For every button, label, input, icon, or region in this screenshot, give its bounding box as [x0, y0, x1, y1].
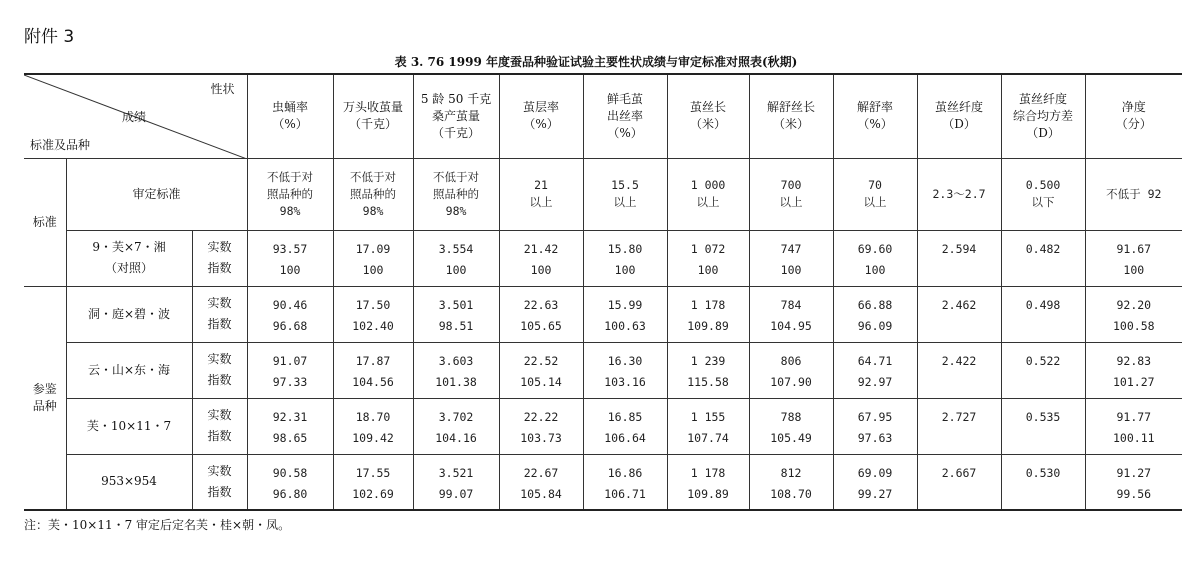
column-header-line: 茧丝长 [690, 100, 727, 115]
index-value: 102.69 [352, 486, 394, 501]
actual-value: 90.58 [272, 465, 308, 480]
variety-name: 953×954 [66, 454, 192, 510]
standard-cell-line: 不低于对 [350, 169, 397, 184]
standard-cell-line: 以上 [613, 195, 637, 209]
column-header-line: 茧丝纤度 [1019, 91, 1068, 106]
index-value: 103.73 [520, 430, 562, 445]
data-cell [833, 342, 917, 398]
actual-value: 92.20 [1116, 297, 1152, 312]
actual-value: 21.42 [523, 241, 559, 256]
index-value: 104.16 [435, 430, 477, 445]
index-label: 指数 [207, 261, 232, 275]
actual-value: 17.55 [355, 465, 391, 480]
data-cell [1085, 398, 1182, 454]
standard-cell-line: 98% [445, 203, 467, 218]
data-cell [499, 398, 583, 454]
actual-value: 3.702 [438, 409, 474, 424]
actual-value: 2.422 [941, 353, 977, 368]
value-type-label [192, 286, 247, 342]
data-cell [333, 230, 413, 286]
index-value: 99.56 [1116, 486, 1152, 501]
index-value: 100.11 [1113, 430, 1155, 445]
data-cell [917, 398, 1001, 454]
column-header [499, 74, 583, 158]
column-header-line: 5 龄 50 千克 [420, 91, 492, 106]
column-header [247, 74, 333, 158]
actual-value: 784 [780, 297, 802, 312]
actual-value: 93.57 [272, 241, 308, 256]
actual-value: 22.63 [523, 297, 559, 312]
actual-value: 91.77 [1116, 409, 1152, 424]
column-header-line: （%） [857, 117, 893, 132]
actual-value: 0.530 [1025, 465, 1061, 480]
actual-value: 3.501 [438, 297, 474, 312]
column-header-line: （千克） [432, 125, 481, 140]
data-cell [917, 342, 1001, 398]
variety-name: 9・芙×7・湘 [92, 240, 166, 254]
actual-value: 0.522 [1025, 353, 1061, 368]
standard-cell-line: 不低于对 [267, 169, 314, 184]
column-header-line: 出丝率 [607, 108, 644, 123]
column-header-line: 万头收茧量 [343, 100, 404, 115]
actual-value: 16.30 [607, 353, 643, 368]
actual-value: 0.498 [1025, 297, 1061, 312]
index-value: 100 [614, 262, 636, 277]
column-header-line: 茧丝纤度 [935, 100, 984, 115]
actual-value: 1 239 [690, 353, 726, 368]
column-header-line: 桑产茧量 [432, 108, 481, 123]
value-type-label [192, 230, 247, 286]
data-cell [749, 342, 833, 398]
column-header [583, 74, 667, 158]
index-value: 96.09 [857, 318, 893, 333]
data-cell [1001, 286, 1085, 342]
data-cell [413, 454, 499, 510]
data-cell [583, 454, 667, 510]
corner-header [24, 74, 247, 158]
data-cell [917, 230, 1001, 286]
standard-cell-line: 1 000 [690, 178, 726, 192]
variety-name: 云・山×东・海 [66, 342, 192, 398]
standard-cell [499, 158, 583, 230]
data-cell [499, 342, 583, 398]
column-header-line: （%） [607, 125, 643, 140]
actual-value: 2.727 [941, 409, 977, 424]
standard-cell [749, 158, 833, 230]
corner-middle-label: 成绩 [122, 110, 147, 124]
index-value: 105.84 [520, 486, 562, 501]
actual-value: 22.67 [523, 465, 559, 480]
column-header [1001, 74, 1085, 158]
control-tag: （对照） [104, 261, 153, 275]
comparison-table [24, 73, 1182, 511]
index-value: 103.16 [604, 374, 646, 389]
actual-value: 15.99 [607, 297, 643, 312]
standard-cell-line: 98% [362, 203, 384, 218]
actual-value: 1 072 [690, 241, 726, 256]
data-cell [917, 286, 1001, 342]
actual-value: 806 [780, 353, 802, 368]
index-value: 108.70 [770, 486, 812, 501]
index-label: 指数 [207, 373, 232, 387]
actual-value: 67.95 [857, 409, 893, 424]
data-cell [1085, 230, 1182, 286]
index-value: 100 [697, 262, 719, 277]
actual-value: 16.85 [607, 409, 643, 424]
standard-cell-line: 不低于对 [433, 169, 480, 184]
data-cell [499, 230, 583, 286]
index-value: 106.71 [604, 486, 646, 501]
data-cell [499, 286, 583, 342]
index-value: 102.40 [352, 318, 394, 333]
data-cell [833, 454, 917, 510]
standard-cell-line: 15.5 [611, 178, 639, 192]
actual-value: 3.554 [438, 241, 474, 256]
data-cell [583, 398, 667, 454]
standard-cell-line: 以上 [863, 195, 887, 209]
corner-bottom-label: 标准及品种 [30, 137, 91, 152]
standard-cell-line: 不低于 92 [1106, 186, 1162, 201]
index-value: 100 [362, 262, 384, 277]
standard-cell-line: 照品种的 [350, 186, 397, 201]
data-cell [333, 454, 413, 510]
actual-value: 0.535 [1025, 409, 1061, 424]
data-cell [833, 286, 917, 342]
data-cell [583, 286, 667, 342]
actual-value: 69.09 [857, 465, 893, 480]
data-cell [749, 454, 833, 510]
data-cell [917, 454, 1001, 510]
actual-value: 69.60 [857, 241, 893, 256]
column-header-line: （分） [1115, 117, 1152, 132]
data-cell [667, 454, 749, 510]
index-value: 101.38 [435, 374, 477, 389]
index-value: 96.80 [272, 486, 308, 501]
standard-cell-line: 98% [279, 203, 301, 218]
group-reference-label [24, 286, 66, 510]
index-value: 99.07 [438, 486, 474, 501]
actual-value: 2.462 [941, 297, 977, 312]
data-cell [333, 342, 413, 398]
data-cell [749, 398, 833, 454]
index-label: 指数 [207, 317, 232, 331]
value-type-label [192, 454, 247, 510]
index-value: 97.63 [857, 430, 893, 445]
column-header-line: 综合均方差 [1013, 108, 1074, 123]
variety-name: 洞・庭×碧・波 [66, 286, 192, 342]
actual-value: 90.46 [272, 297, 308, 312]
column-header-line: 解舒丝长 [767, 100, 816, 115]
standard-cell-line: 70 [868, 178, 882, 192]
actual-value: 1 155 [690, 409, 726, 424]
data-cell [1001, 398, 1085, 454]
index-value: 105.49 [770, 430, 812, 445]
standard-cell-line: 700 [780, 178, 802, 192]
data-cell [413, 398, 499, 454]
column-header-line: 茧层率 [523, 100, 560, 115]
actual-label: 实数 [207, 296, 232, 310]
corner-top-label: 性状 [210, 82, 235, 96]
index-value: 100 [445, 262, 467, 277]
index-value: 100 [279, 262, 301, 277]
standard-cell-line: 照品种的 [267, 186, 314, 201]
index-value: 107.74 [687, 430, 729, 445]
actual-value: 812 [780, 465, 802, 480]
index-value: 106.64 [604, 430, 646, 445]
standard-cell [1085, 158, 1182, 230]
column-header [413, 74, 499, 158]
data-cell [833, 230, 917, 286]
standard-cell [333, 158, 413, 230]
actual-value: 15.80 [607, 241, 643, 256]
actual-value: 0.482 [1025, 241, 1061, 256]
index-value: 100.58 [1113, 318, 1155, 333]
standard-cell [833, 158, 917, 230]
data-cell [667, 342, 749, 398]
index-value: 100 [780, 262, 802, 277]
actual-value: 2.667 [941, 465, 977, 480]
actual-value: 22.22 [523, 409, 559, 424]
standard-cell-line: 以下 [1031, 195, 1055, 209]
index-value: 98.65 [272, 430, 308, 445]
value-type-label [192, 342, 247, 398]
column-header-line: 鲜毛茧 [607, 91, 644, 106]
index-label: 指数 [207, 429, 232, 443]
standard-cell [667, 158, 749, 230]
column-header-line: （D） [942, 117, 976, 132]
standard-cell-line: 0.500 [1025, 178, 1061, 192]
column-header-line: （%） [272, 117, 308, 132]
actual-label: 实数 [207, 408, 232, 422]
index-value: 101.27 [1113, 374, 1155, 389]
index-value: 105.14 [520, 374, 562, 389]
index-value: 104.56 [352, 374, 394, 389]
column-header [1085, 74, 1182, 158]
index-value: 96.68 [272, 318, 308, 333]
data-cell [333, 398, 413, 454]
data-cell [1085, 342, 1182, 398]
data-cell [247, 230, 333, 286]
group-reference-text: 参鉴品种 [32, 381, 57, 413]
column-header-line: （%） [523, 117, 559, 132]
data-cell [247, 286, 333, 342]
data-cell [1001, 230, 1085, 286]
data-cell [749, 230, 833, 286]
data-cell [333, 286, 413, 342]
actual-value: 16.86 [607, 465, 643, 480]
standard-cell [917, 158, 1001, 230]
index-value: 115.58 [687, 374, 729, 389]
data-cell [749, 286, 833, 342]
actual-value: 66.88 [857, 297, 893, 312]
data-cell [583, 342, 667, 398]
data-cell [1001, 342, 1085, 398]
actual-value: 3.521 [438, 465, 474, 480]
data-cell [413, 286, 499, 342]
footnote: 注：芙・10×11・7 审定后定名芙・桂×朝・凤。 [24, 518, 291, 532]
attachment-label: 附件 3 [24, 27, 75, 47]
data-cell [1085, 454, 1182, 510]
data-cell [499, 454, 583, 510]
column-header-line: （米） [690, 117, 727, 132]
index-value: 100 [1123, 262, 1145, 277]
column-header-line: （千克） [349, 117, 398, 132]
actual-value: 747 [780, 241, 802, 256]
data-cell [667, 398, 749, 454]
actual-value: 17.09 [355, 241, 391, 256]
index-value: 92.97 [857, 374, 893, 389]
column-header-line: 虫蛹率 [272, 100, 309, 115]
index-value: 109.89 [687, 486, 729, 501]
actual-value: 18.70 [355, 409, 391, 424]
actual-label: 实数 [207, 463, 232, 478]
actual-value: 17.87 [355, 353, 391, 368]
column-header [833, 74, 917, 158]
variety-name: 芙・10×11・7 [66, 398, 192, 454]
standard-cell-line: 以上 [529, 195, 553, 209]
actual-value: 92.31 [272, 409, 308, 424]
index-value: 100 [530, 262, 552, 277]
column-header [917, 74, 1001, 158]
actual-value: 22.52 [523, 353, 559, 368]
actual-value: 1 178 [690, 465, 726, 480]
index-value: 98.51 [438, 318, 474, 333]
actual-value: 3.603 [438, 353, 474, 368]
index-value: 104.95 [770, 318, 812, 333]
data-cell [247, 398, 333, 454]
standard-cell-line: 以上 [696, 195, 720, 209]
column-header-line: （米） [773, 117, 810, 132]
data-cell [247, 454, 333, 510]
index-value: 99.27 [857, 486, 893, 501]
data-cell [247, 342, 333, 398]
column-header-line: （D） [1026, 125, 1060, 140]
actual-value: 92.83 [1116, 353, 1152, 368]
column-header-line: 解舒率 [857, 100, 894, 115]
index-value: 105.65 [520, 318, 562, 333]
value-type-label [192, 398, 247, 454]
column-header-line: 净度 [1121, 100, 1146, 115]
actual-label: 实数 [207, 352, 232, 366]
data-cell [667, 230, 749, 286]
data-cell [1001, 454, 1085, 510]
actual-value: 788 [780, 409, 802, 424]
data-cell [413, 230, 499, 286]
standard-cell [247, 158, 333, 230]
index-value: 97.33 [272, 374, 308, 389]
index-value: 109.89 [687, 318, 729, 333]
standard-cell-line: 照品种的 [433, 186, 480, 201]
group-standard-label: 标准 [24, 158, 66, 286]
standard-cell-line: 21 [534, 178, 548, 192]
actual-value: 91.67 [1116, 241, 1152, 256]
actual-value: 1 178 [690, 297, 726, 312]
actual-value: 2.594 [941, 241, 977, 256]
index-value: 109.42 [352, 430, 394, 445]
column-header [333, 74, 413, 158]
data-cell [413, 342, 499, 398]
data-cell [583, 230, 667, 286]
table-title: 表 3. 76 1999 年度蚕品种验证试验主要性状成绩与审定标准对照表(秋期) [394, 55, 798, 69]
actual-value: 91.27 [1116, 465, 1152, 480]
standard-cell-line: 2.3～2.7 [932, 186, 986, 201]
actual-value: 64.71 [857, 353, 893, 368]
data-cell [1085, 286, 1182, 342]
standard-cell [583, 158, 667, 230]
standard-cell [1001, 158, 1085, 230]
actual-label: 实数 [207, 240, 232, 254]
actual-value: 17.50 [355, 297, 391, 312]
variety-name-control [66, 230, 192, 286]
standard-cell-line: 以上 [779, 195, 803, 209]
standard-row-label: 审定标准 [66, 158, 247, 230]
index-value: 100 [864, 262, 886, 277]
index-label: 指数 [207, 484, 232, 499]
index-value: 100.63 [604, 318, 646, 333]
column-header [667, 74, 749, 158]
index-value: 107.90 [770, 374, 812, 389]
column-header [749, 74, 833, 158]
standard-cell [413, 158, 499, 230]
actual-value: 91.07 [272, 353, 308, 368]
data-cell [833, 398, 917, 454]
data-cell [667, 286, 749, 342]
